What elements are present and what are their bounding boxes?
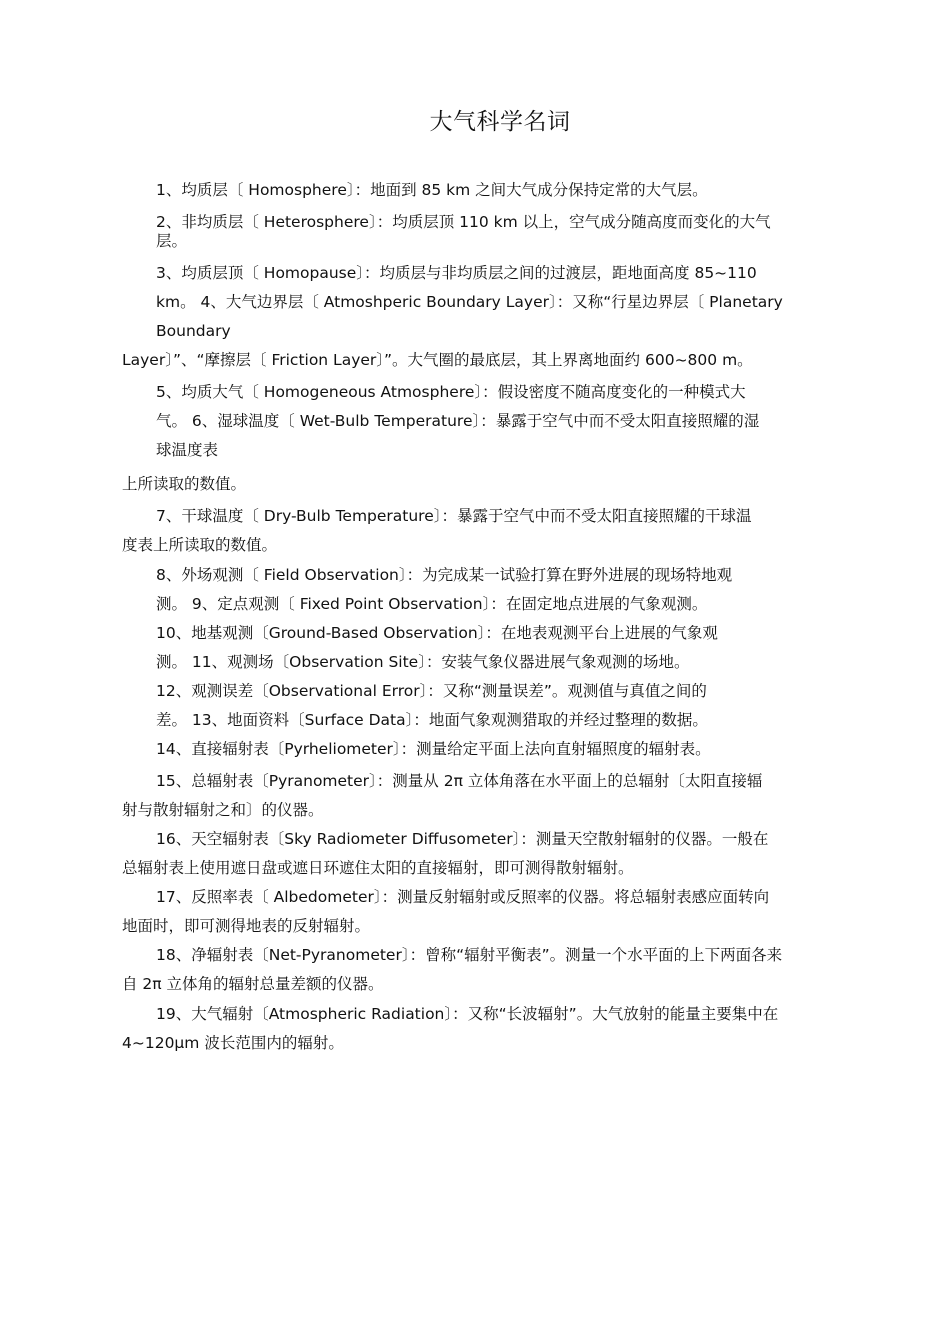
text-line: 射与散射辐射之和〕的仪器。 xyxy=(122,801,324,819)
text-line: 测。 11、观测场〔Observation Site〕：安装气象仪器进展气象观测的场地。 xyxy=(156,653,690,671)
text-line: 气。 6、湿球温度〔 Wet-Bulb Temperature〕：暴露于空气中而不受太阳直接照耀的湿 xyxy=(156,412,760,430)
text-line: 球温度表 xyxy=(156,441,219,459)
text-line: Layer〕”、“摩擦层〔 Friction Layer〕”。大气圈的最底层，其上界离地面约 600~800 m。 xyxy=(122,351,753,369)
text-line: 18、净辐射表〔Net-Pyranometer〕：曾称“辐射平衡表”。测量一个水平面的上下两面各来 xyxy=(156,946,783,964)
text-line: 12、观测误差〔Observational Error〕：又称“测量误差”。观测值与真值之间的 xyxy=(156,682,707,700)
text-line: 19、大气辐射〔Atmospheric Radiation〕：又称“长波辐射”。大气放射的能量主要集中在 xyxy=(156,1005,779,1023)
text-line: 15、总辐射表〔Pyranometer〕：测量从 2π 立体角落在水平面上的总辐射〔太阳直接辐 xyxy=(156,772,763,790)
text-line: 度表上所读取的数值。 xyxy=(122,536,278,554)
text-line: 4~120μm 波长范围内的辐射。 xyxy=(122,1034,344,1052)
text-line: Boundary xyxy=(156,322,231,340)
text-line: 16、天空辐射表〔Sky Radiometer Diffusometer〕：测量天空散射辐射的仪器。一般在 xyxy=(156,830,769,848)
text-line: 3、均质层顶〔 Homopause〕：均质层与非均质层之间的过渡层，距地面高度 85~110 xyxy=(156,264,757,282)
text-line: 17、反照率表〔 Albedometer〕：测量反射辐射或反照率的仪器。将总辐射表感应面转向 xyxy=(156,888,770,906)
text-line: 8、外场观测〔 Field Observation〕：为完成某一试验打算在野外进展的现场特地观 xyxy=(156,566,733,584)
text-line: km。 4、大气边界层〔 Atmoshperic Boundary Layer〕：又称“行星边界层〔 Planetary xyxy=(156,293,783,311)
text-line: 2、非均质层〔 Heterosphere〕：均质层顶 110 km 以上，空气成分随高度而变化的大气 xyxy=(156,213,771,231)
text-line: 7、干球温度〔 Dry-Bulb Temperature〕：暴露于空气中而不受太阳直接照耀的干球温 xyxy=(156,507,752,525)
text-line: 14、直接辐射表〔Pyrheliometer〕：测量给定平面上法向直射辐照度的辐射表。 xyxy=(156,740,711,758)
text-line: 测。 9、定点观测〔 Fixed Point Observation〕：在固定地点进展的气象观测。 xyxy=(156,595,708,613)
text-line: 层。 xyxy=(156,232,188,250)
text-line: 地面时，即可测得地表的反射辐射。 xyxy=(122,917,371,935)
text-line: 自 2π 立体角的辐射总量差额的仪器。 xyxy=(122,975,384,993)
text-line: 5、均质大气〔 Homogeneous Atmosphere〕：假设密度不随高度变化的一种模式大 xyxy=(156,383,746,401)
text-line: 总辐射表上使用遮日盘或遮日环遮住太阳的直接辐射，即可测得散射辐射。 xyxy=(122,859,634,877)
document-title: 大气科学名词 xyxy=(429,109,571,135)
text-line: 上所读取的数值。 xyxy=(122,475,247,493)
text-line: 1、均质层〔 Homosphere〕：地面到 85 km 之间大气成分保持定常的大气层。 xyxy=(156,181,708,199)
text-line: 10、地基观测〔Ground-Based Observation〕：在地表观测平台上进展的气象观 xyxy=(156,624,718,642)
text-line: 差。 13、地面资料〔Surface Data〕：地面气象观测猎取的并经过整理的数据。 xyxy=(156,711,708,729)
